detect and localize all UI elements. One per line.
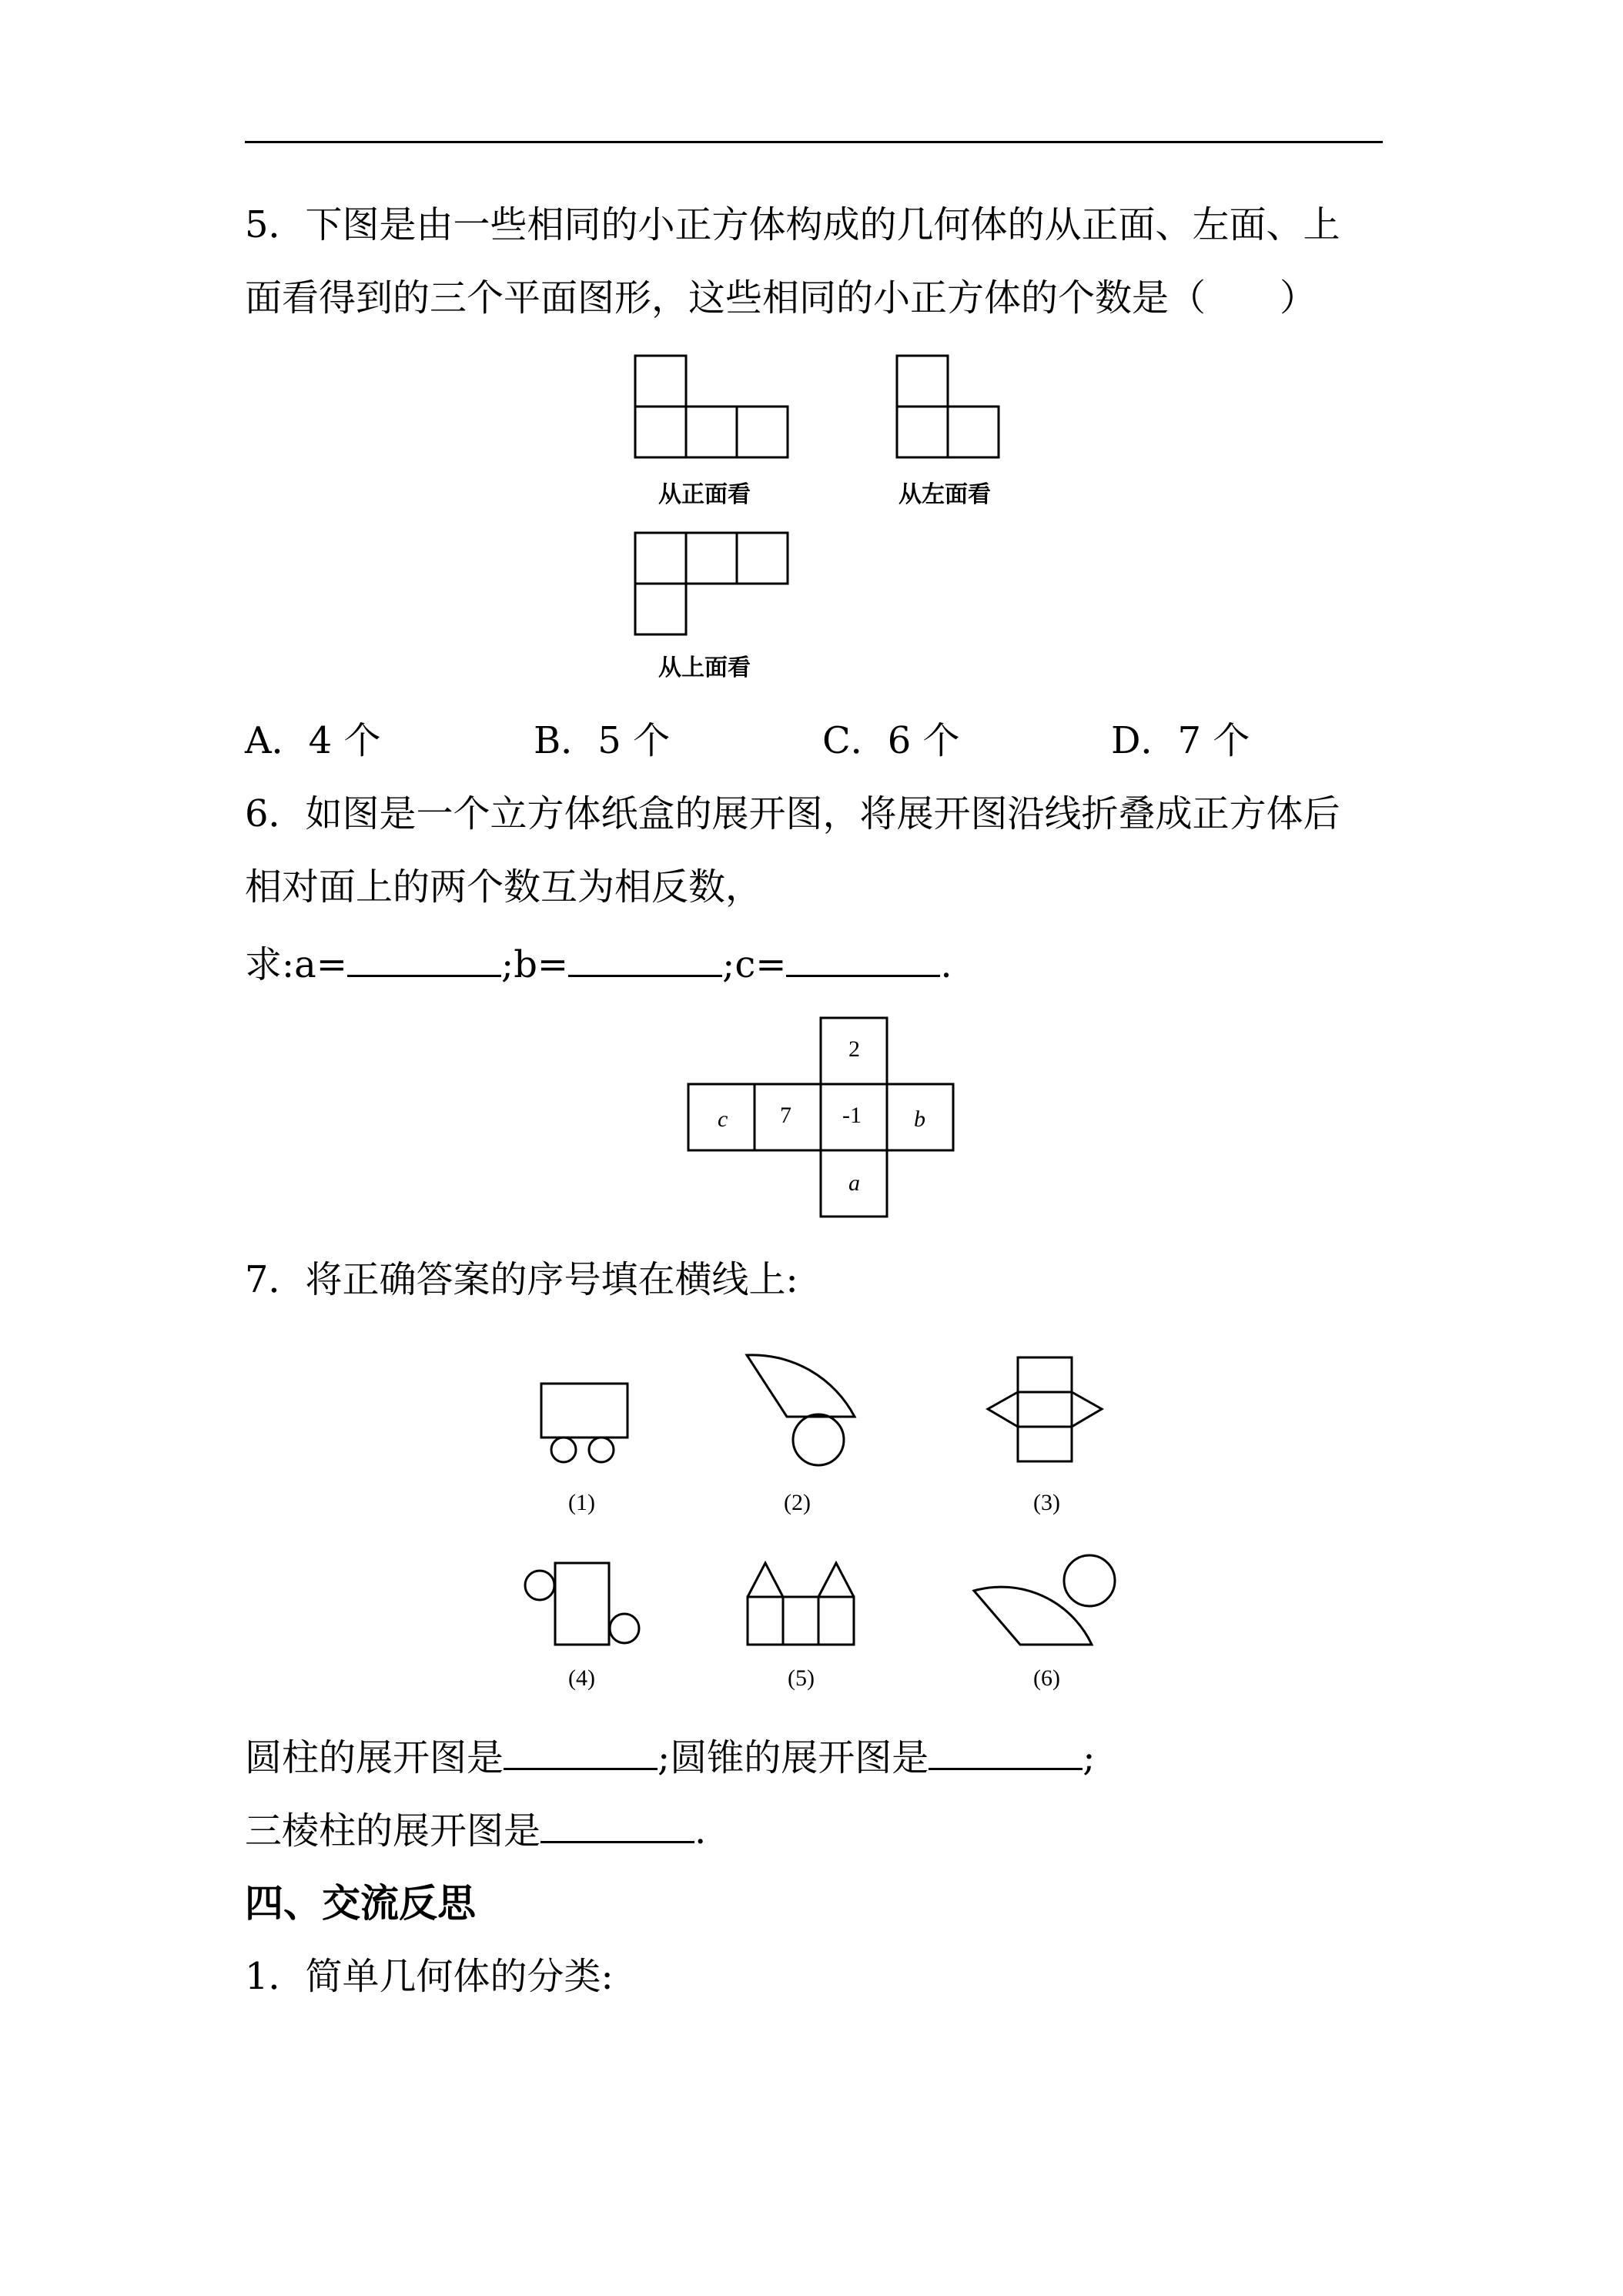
caption-2: (2)	[784, 1490, 811, 1515]
ans1-end: ;	[1083, 1736, 1096, 1779]
left-view	[897, 356, 999, 457]
answer-b-blank[interactable]	[568, 941, 722, 977]
q5-line2: 面看得到的三个平面图形，这些相同的小正方体的个数是（ ）	[245, 276, 1317, 320]
cone-prompt: ;圆锥的展开图是	[658, 1736, 929, 1779]
q7-answer-line1	[245, 1734, 1095, 1781]
net-label-a: a	[848, 1170, 860, 1196]
option-c: C．6 个	[822, 719, 960, 762]
net-4	[525, 1563, 639, 1645]
answer-a-blank[interactable]	[347, 941, 501, 977]
caption-4: (4)	[568, 1665, 595, 1691]
cone-answer-blank[interactable]	[929, 1734, 1083, 1770]
net-label-7: 7	[780, 1103, 791, 1128]
ans2-end: .	[694, 1809, 707, 1853]
front-view	[635, 356, 788, 457]
caption-1: (1)	[568, 1490, 595, 1515]
section4-heading: 四、交流反思	[245, 1881, 476, 1926]
q5-line1: 5．下图是由一些相同的小正方体构成的几何体的从正面、左面、上	[245, 203, 1340, 246]
q6-prompt-c: ;c=	[722, 943, 787, 986]
q6-prompt-b: ;b=	[501, 943, 569, 986]
answer-c-blank[interactable]	[786, 941, 940, 977]
net-label-c: c	[718, 1106, 728, 1132]
option-b: B．5 个	[534, 719, 671, 762]
option-d: D．7 个	[1111, 719, 1250, 762]
net-label-center: -1	[842, 1103, 862, 1128]
caption-6: (6)	[1033, 1665, 1060, 1691]
q6-line2: 相对面上的两个数互为相反数，	[245, 865, 763, 909]
net-label-b: b	[914, 1106, 925, 1132]
net-5	[748, 1563, 854, 1645]
top-view	[635, 533, 788, 634]
option-a: A．4 个	[245, 719, 381, 762]
q6-prompt	[245, 941, 952, 988]
q5-views-figure	[631, 354, 1093, 678]
q6-prompt-end: .	[940, 943, 952, 986]
top-rule	[245, 141, 1383, 143]
section4-item1: 1．简单几何体的分类:	[245, 1955, 614, 1998]
net-label-top: 2	[848, 1036, 860, 1062]
cylinder-answer-blank[interactable]	[504, 1734, 658, 1770]
q7-answer-line2	[245, 1807, 706, 1854]
cylinder-prompt: 圆柱的展开图是	[245, 1736, 504, 1779]
q6-line1: 6．如图是一个立方体纸盒的展开图，将展开图沿线折叠成正方体后	[245, 792, 1340, 835]
prism-answer-blank[interactable]	[540, 1807, 694, 1843]
net-1	[541, 1384, 627, 1462]
net-2	[747, 1355, 855, 1465]
q7-line1: 7．将正确答案的序号填在横线上:	[245, 1258, 798, 1301]
net-6	[974, 1555, 1115, 1645]
net-3	[988, 1357, 1102, 1461]
left-view-label: 从左面看	[899, 481, 991, 508]
caption-3: (3)	[1033, 1490, 1060, 1515]
front-view-label: 从正面看	[658, 481, 751, 508]
top-view-label: 从上面看	[658, 654, 751, 681]
prism-prompt: 三棱柱的展开图是	[245, 1809, 541, 1853]
caption-5: (5)	[788, 1665, 815, 1691]
q6-prompt-a: 求:a=	[245, 943, 348, 986]
